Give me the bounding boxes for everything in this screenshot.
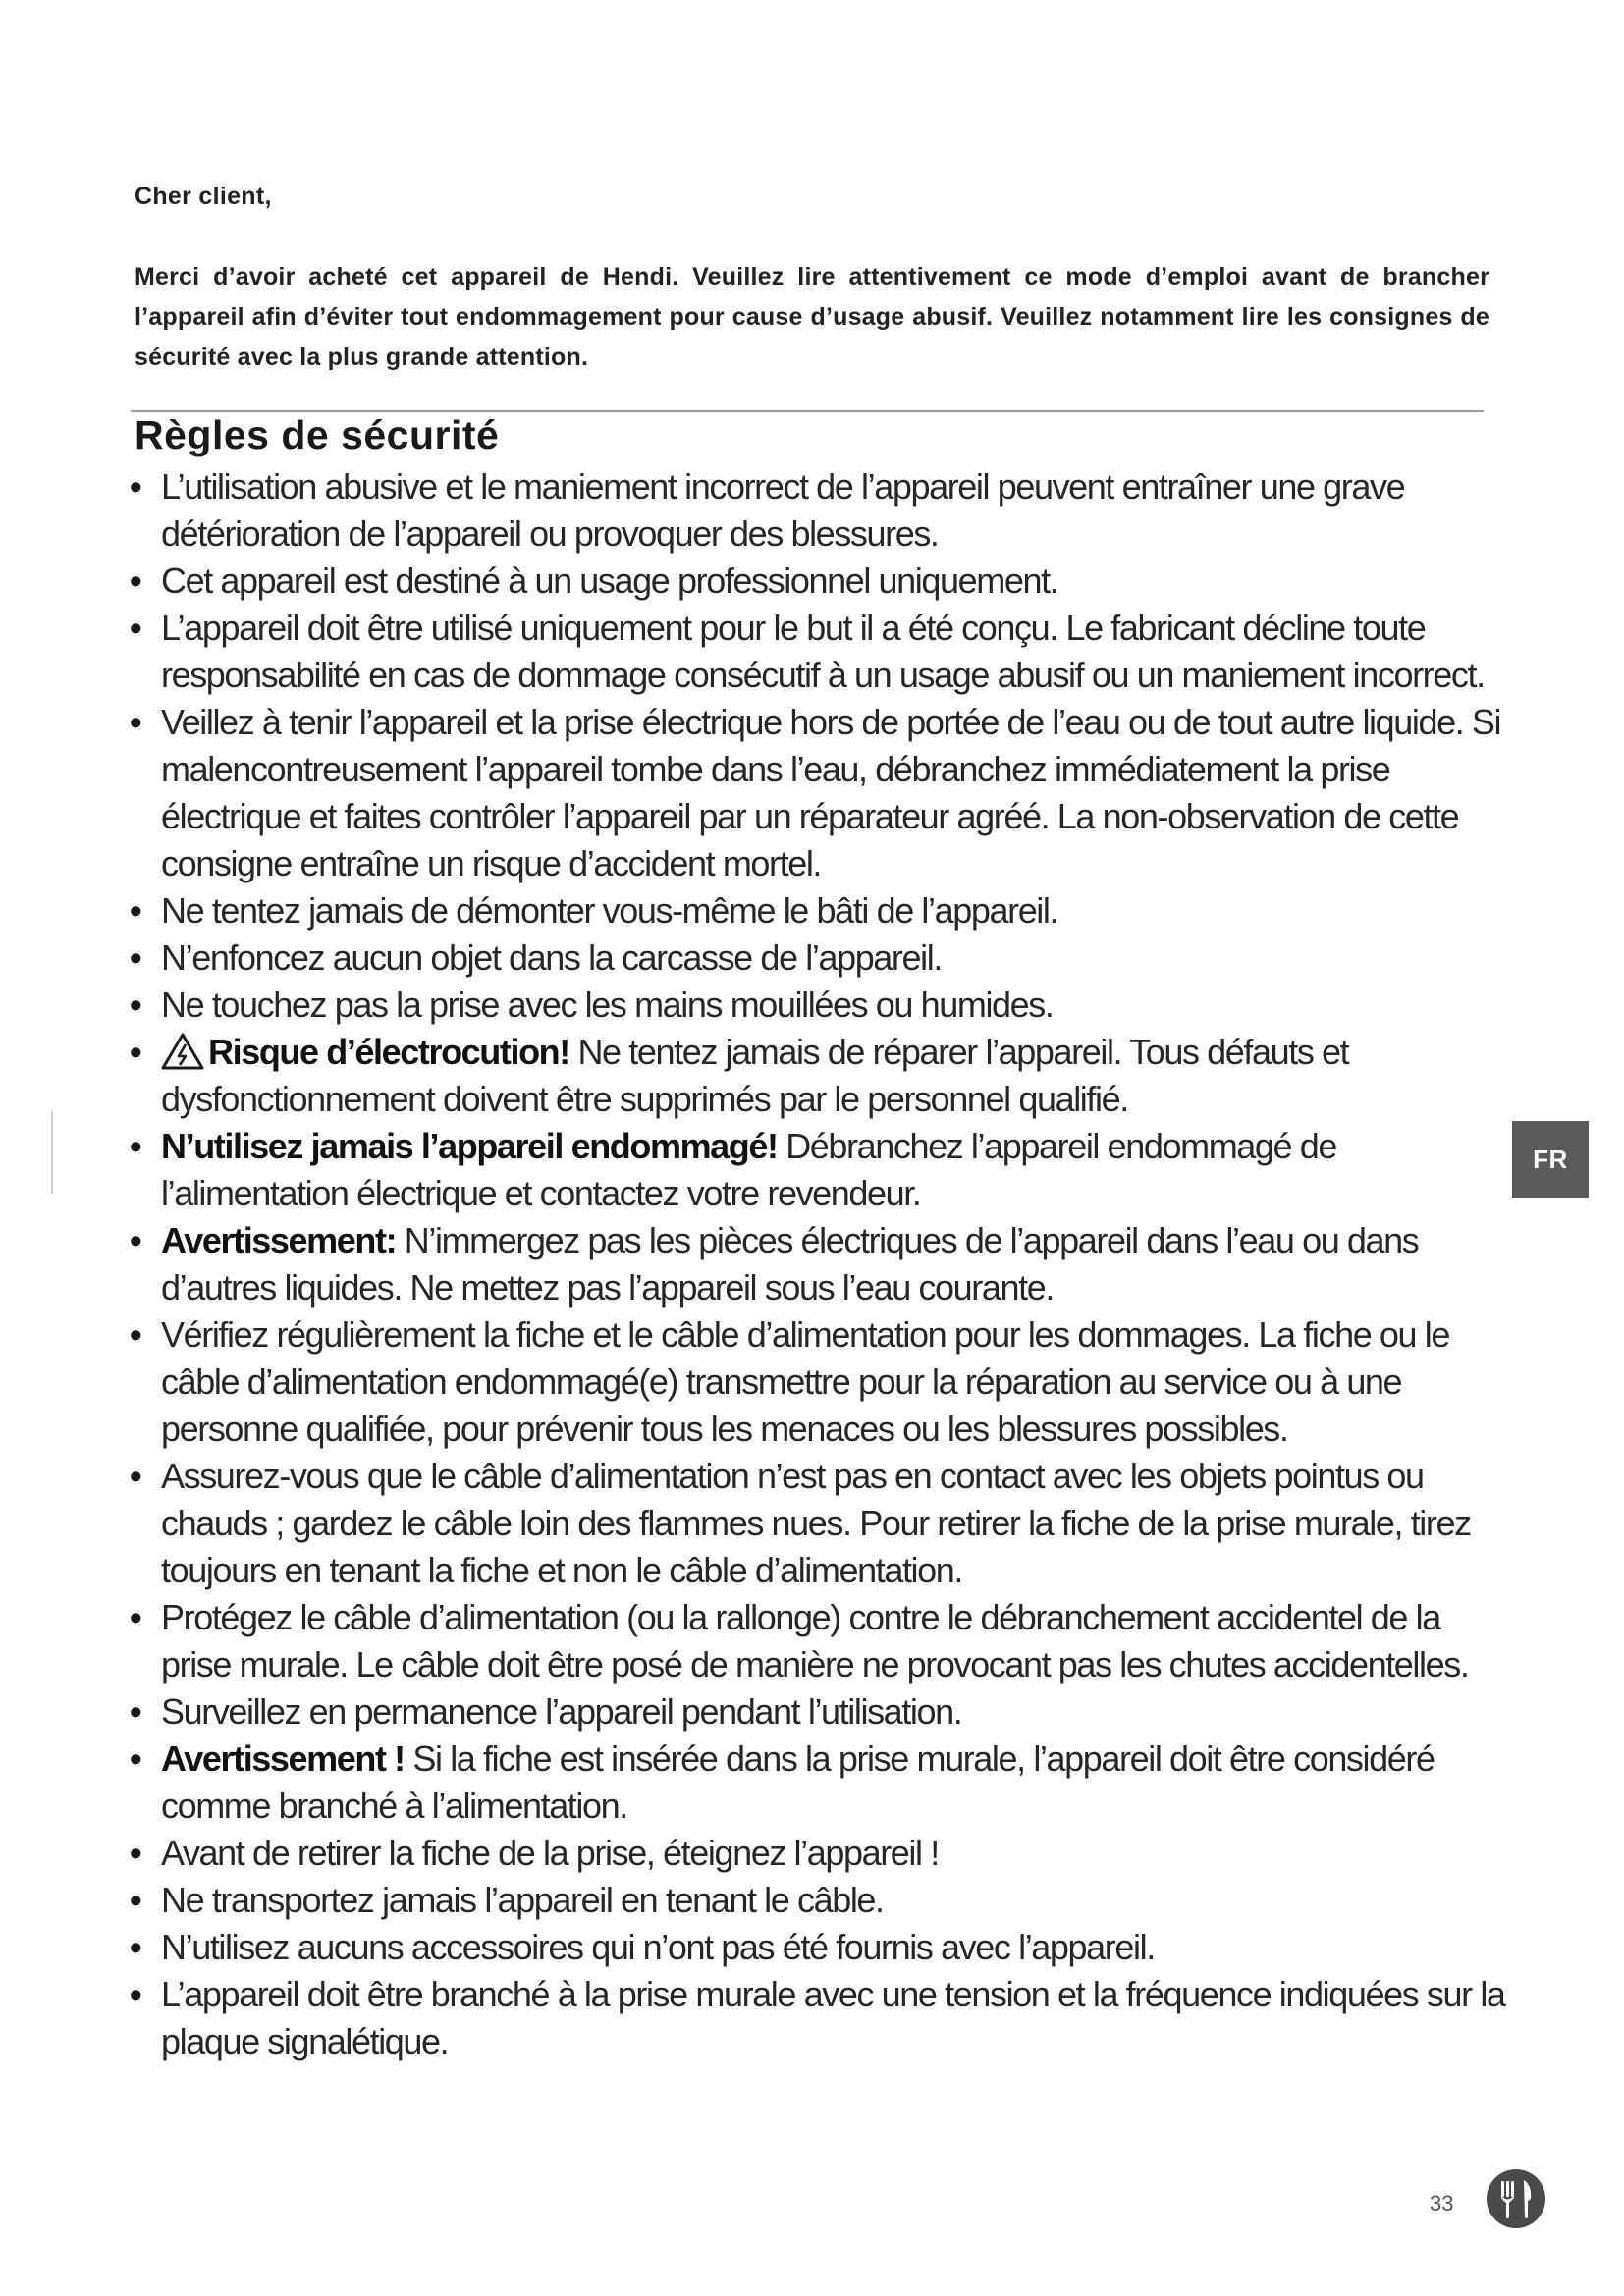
rule-text: L’utilisation abusive et le maniement incorrect de l’appareil peuvent entraîner une grave détérioration de l’appareil ou provoquer des blessures. [161, 466, 1405, 554]
rule-item [130, 1123, 1516, 1217]
rule-item [130, 1735, 1516, 1830]
rule-keyword: Avertissement: [161, 1220, 397, 1260]
electric-hazard-warning-icon [161, 1033, 204, 1070]
rule-text: Ne transportez jamais l’appareil en tenant le câble. [161, 1880, 884, 1920]
rule-text: L’appareil doit être branché à la prise murale avec une tension et la fréquence indiquées sur la plaque signalétique. [161, 1974, 1505, 2061]
rule-text: Assurez-vous que le câble d’alimentation n’est pas en contact avec les objets pointus ou chauds ; gardez le câble loin des flammes nues. Pour retirer la fiche de la prise murale, tirez toujours en tenant la fiche et non le câble d’alimentation. [161, 1456, 1471, 1590]
page-number: 33 [1430, 2191, 1454, 2216]
rule-item [130, 605, 1516, 699]
rule-text: Si la fiche est insérée dans la prise murale, l’appareil doit être considéré comme branché à l’alimentation. [161, 1738, 1435, 1826]
rule-text: N’utilisez aucuns accessoires qui n’ont pas été fournis avec l’appareil. [161, 1927, 1155, 1967]
rule-item [130, 1971, 1516, 2065]
rule-item [130, 887, 1516, 934]
rule-item [130, 934, 1516, 982]
rule-text: Ne tentez jamais de réparer l’appareil. Tous défauts et dysfonctionnement doivent être supprimés par le personnel qualifié. [161, 1032, 1349, 1119]
rule-item [130, 699, 1516, 887]
rule-item [130, 1877, 1516, 1924]
margin-mark [51, 1111, 53, 1194]
rule-item [130, 1594, 1516, 1688]
rule-item [130, 1029, 1516, 1123]
rule-keyword: Avertissement ! [161, 1738, 405, 1779]
rule-text: Cet appareil est destiné à un usage professionnel uniquement. [161, 561, 1058, 601]
rule-keyword: Risque d’électrocution! [208, 1032, 569, 1072]
rule-text: N’enfoncez aucun objet dans la carcasse de l’appareil. [161, 937, 942, 978]
greeting: Cher client, [135, 183, 272, 210]
rule-text: Vérifiez régulièrement la fiche et le câble d’alimentation pour les dommages. La fiche ou le câble d’alimentation endommagé(e) transmettre pour la réparation au service ou à une personne qualifiée, pour prévenir tous les menaces ou les blessures possibles. [161, 1314, 1449, 1449]
rule-item [130, 1924, 1516, 1971]
rule-text: N’immergez pas les pièces électriques de l’appareil dans l’eau ou dans d’autres liquides. Ne mettez pas l’appareil sous l’eau courante. [161, 1220, 1419, 1308]
rule-text: Ne tentez jamais de démonter vous-même le bâti de l’appareil. [161, 890, 1058, 931]
rule-text: Débranchez l’appareil endommagé de l’alimentation électrique et contactez votre revendeur. [161, 1126, 1336, 1213]
rule-text: Veillez à tenir l’appareil et la prise électrique hors de portée de l’eau ou de tout autre liquide. Si malencontreusement l’appareil tombe dans l’eau, débranchez immédiatement la prise électrique et faites contrôler l’appareil par un réparateur agréé. La non-observation de cette consigne entraîne un risque d’accident mortel. [161, 702, 1501, 883]
rule-text: Protégez le câble d’alimentation (ou la rallonge) contre le débranchement accidentel de la prise murale. Le câble doit être posé de manière ne provocant pas les chutes accidentelles. [161, 1597, 1469, 1684]
rule-item [130, 463, 1516, 558]
safety-rules-list [130, 463, 1516, 2065]
rule-text: Surveillez en permanence l’appareil pendant l’utilisation. [161, 1691, 962, 1732]
cutlery-logo-icon [1485, 2167, 1547, 2230]
rule-item [130, 1453, 1516, 1594]
rule-text: Avant de retirer la fiche de la prise, éteignez l’appareil ! [161, 1833, 939, 1873]
rule-item [130, 982, 1516, 1029]
rule-text: Ne touchez pas la prise avec les mains mouillées ou humides. [161, 985, 1054, 1025]
rule-item [130, 1830, 1516, 1877]
rule-item [130, 1217, 1516, 1311]
rule-item [130, 1688, 1516, 1735]
language-tab: FR [1512, 1121, 1589, 1198]
section-title: Règles de sécurité [135, 412, 500, 457]
rule-item [130, 558, 1516, 605]
rule-item [130, 1311, 1516, 1453]
rule-keyword: N’utilisez jamais l’appareil endommagé! [161, 1126, 778, 1166]
intro-paragraph: Merci d’avoir acheté cet appareil de Hendi. Veuillez lire attentivement ce mode d’emploi avant de brancher l’appareil afin d’éviter tout endommagement pour cause d’usage abusif. Veuillez notamment lire les consignes de sécurité avec la plus grande attention. [135, 263, 1489, 371]
rule-text: L’appareil doit être utilisé uniquement pour le but il a été conçu. Le fabricant décline toute responsabilité en cas de dommage consécutif à un usage abusif ou un maniement incorrect. [161, 608, 1485, 695]
